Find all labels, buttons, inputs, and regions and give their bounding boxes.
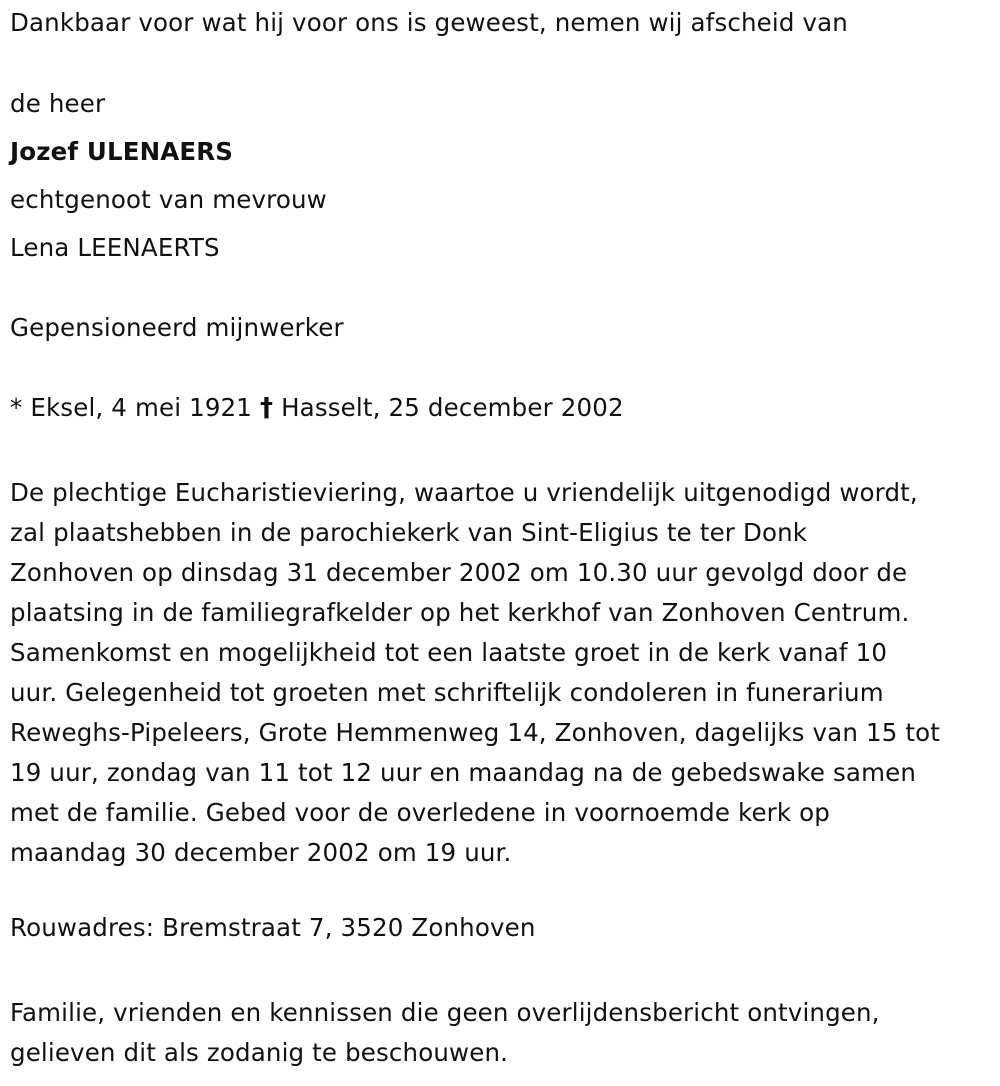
deceased-title: de heer [10, 89, 106, 118]
service-line: De plechtige Eucharistieviering, waartoe u vriendelijk uitgenodigd wordt, [10, 478, 918, 507]
service-paragraph [10, 473, 995, 873]
service-line: plaatsing in de familiegrafkelder op het kerkhof van Zonhoven Centrum. [10, 598, 910, 627]
spouse-intro: echtgenoot van mevrouw [10, 185, 327, 214]
spouse-name: Lena LEENAERTS [10, 233, 220, 262]
intro-text: Dankbaar voor wat hij voor ons is geweest, nemen wij afscheid van [10, 8, 848, 37]
deceased-name: Jozef ULENAERS [10, 137, 234, 166]
service-line: Zonhoven op dinsdag 31 december 2002 om 10.30 uur gevolgd door de [10, 558, 908, 587]
closing-notice [10, 993, 880, 1073]
birth-info: * Eksel, 4 mei 1921 [10, 393, 253, 422]
occupation: Gepensioneerd mijnwerker [10, 313, 344, 342]
service-line: zal plaatshebben in de parochiekerk van Sint-Eligius te ter Donk [10, 518, 808, 547]
life-dates [10, 393, 624, 423]
mourning-address: Rouwadres: Bremstraat 7, 3520 Zonhoven [10, 913, 536, 942]
service-line: uur. Gelegenheid tot groeten met schriftelijk condoleren in funerarium [10, 678, 884, 707]
cross-icon: † [260, 393, 274, 423]
service-line: Samenkomst en mogelijkheid tot een laatste groet in de kerk vanaf 10 [10, 638, 888, 667]
service-line: Reweghs-Pipeleers, Grote Hemmenweg 14, Zonhoven, dagelijks van 15 tot [10, 718, 941, 747]
service-line: maandag 30 december 2002 om 19 uur. [10, 838, 512, 867]
death-info: Hasselt, 25 december 2002 [281, 393, 624, 422]
notice-line: Familie, vrienden en kennissen die geen overlijdensbericht ontvingen, [10, 998, 880, 1027]
notice-line: gelieven dit als zodanig te beschouwen. [10, 1038, 509, 1067]
service-line: met de familie. Gebed voor de overledene in voornoemde kerk op [10, 798, 831, 827]
service-line: 19 uur, zondag van 11 tot 12 uur en maandag na de gebedswake samen [10, 758, 917, 787]
